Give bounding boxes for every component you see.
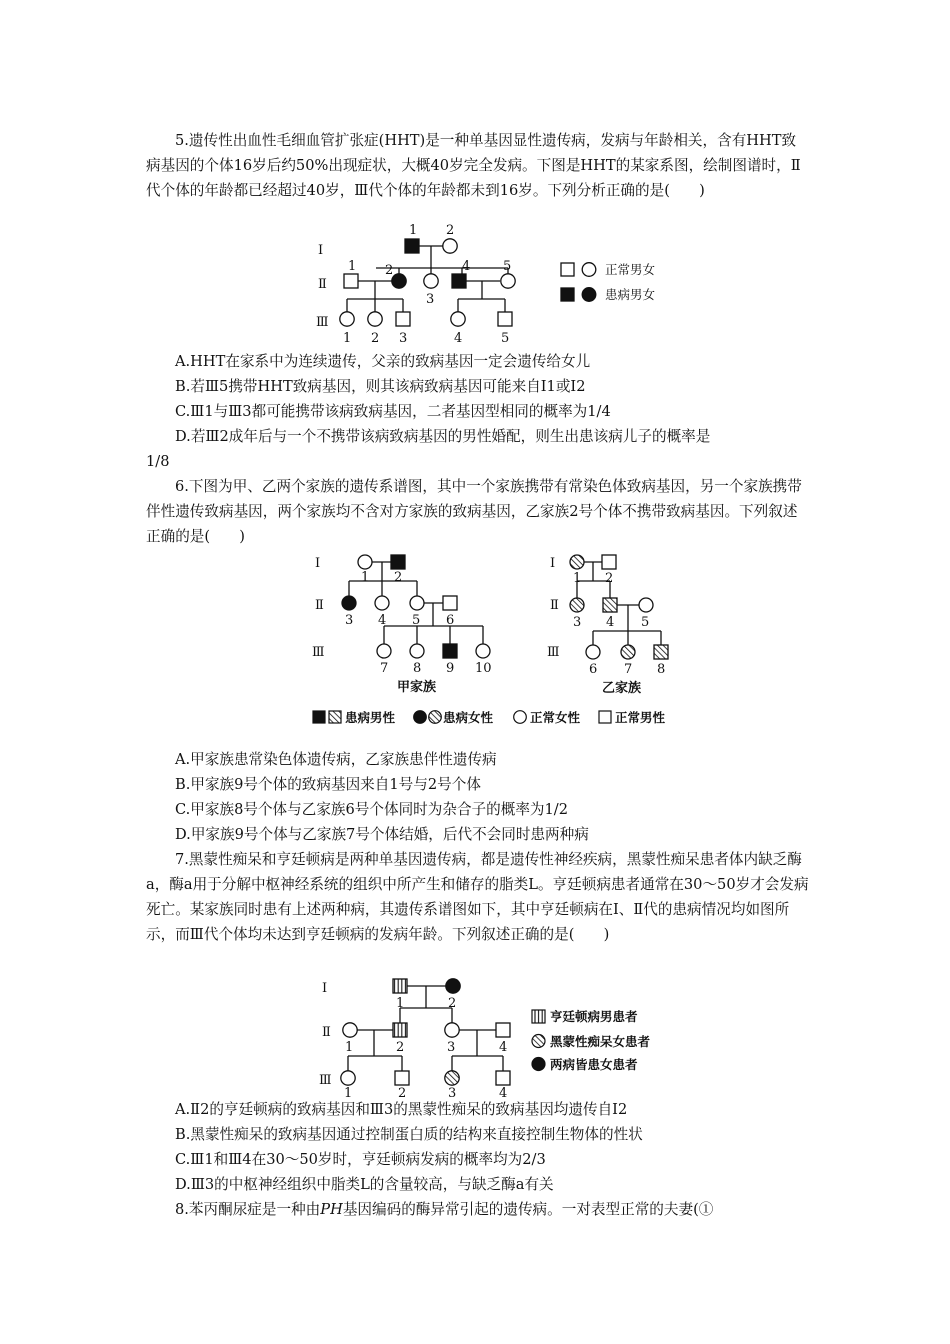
q5-ii1-normal-male (344, 274, 358, 288)
q7-ii1-normal-female (343, 1023, 357, 1037)
yi-id-label: 4 (606, 615, 615, 630)
legend-circle-icon (514, 711, 527, 724)
q6-legend-female: 患病女性 (443, 710, 494, 725)
q5-id-label: 5 (501, 331, 510, 346)
yi-5-normal-female (639, 598, 653, 612)
q6-pedigree (305, 548, 690, 728)
legend-hatched-circle-icon (532, 1035, 545, 1048)
q5-id-label: 1 (348, 259, 357, 274)
q7-option-c: C.Ⅲ1和Ⅲ4在30～50岁时，亨廷顿病发病的概率均为2/3 (175, 1151, 546, 1168)
q7-gen-label: Ⅱ (322, 1025, 331, 1040)
yi-title: 乙家族 (602, 681, 642, 696)
q6-gen-label: Ⅲ (312, 645, 325, 660)
q5-gen-label: Ⅲ (316, 315, 329, 330)
q6-legend-normal-female: 正常女性 (530, 710, 581, 725)
jia-8-normal-female (410, 644, 424, 658)
q7-option-d: D.Ⅲ3的中枢神经组织中脂类L的含量较高，与缺乏酶a有关 (175, 1176, 554, 1193)
q5-id-label: 2 (371, 331, 380, 346)
q7-ii2-huntington-male (393, 1023, 407, 1037)
q5-id-label: 1 (343, 331, 352, 346)
q5-gen-label: Ⅰ (318, 243, 324, 258)
q7-id-label: 1 (396, 996, 405, 1011)
q7-gen-label: Ⅲ (319, 1073, 332, 1088)
q5-iii3-normal-male (396, 312, 410, 326)
yi-id-label: 1 (573, 571, 582, 586)
yi-1-affected-female (570, 555, 584, 569)
q5-id-label: 4 (462, 259, 471, 274)
jia-title: 甲家族 (397, 680, 437, 695)
q5-iii1-normal-female (340, 312, 354, 326)
jia-id-label: 7 (380, 661, 389, 676)
q7-id-label: 4 (499, 1086, 508, 1101)
yi-8-affected-male (654, 645, 668, 659)
legend-hatched-circle-icon (429, 711, 442, 724)
legend-circle-icon (414, 711, 427, 724)
jia-2-affected-male (391, 555, 405, 569)
jia-id-label: 10 (475, 661, 492, 676)
q7-ii3-normal-female (445, 1023, 459, 1037)
legend-hatched-square-icon (329, 711, 341, 723)
jia-5-normal-female (410, 596, 424, 610)
q7-i1-huntington-male (393, 979, 407, 993)
q7-option-a: A.Ⅱ2的亨廷顿病的致病基因和Ⅲ3的黑蒙性痴呆的致病基因均遗传自Ⅰ2 (175, 1101, 628, 1118)
q5-option-d-cont: 1/8 (146, 453, 170, 470)
q7-gen-label: Ⅰ (322, 981, 328, 996)
q8-stem-post: 基因编码的酶异常引起的遗传病。一对表型正常的夫妻(① (342, 1201, 714, 1218)
jia-id-label: 1 (361, 570, 370, 585)
legend-circle-icon (582, 263, 596, 277)
q7-id-label: 1 (344, 1086, 353, 1101)
q5-legend-normal: 正常男女 (605, 262, 656, 277)
q5-gen-label: Ⅱ (318, 277, 327, 292)
yi-id-label: 3 (573, 615, 582, 630)
q7-stem: 7.黑蒙性痴呆和亨廷顿病是两种单基因遗传病，都是遗传性神经疾病，黑蒙性痴呆患者体内缺乏酶a，酶a用于分解中枢神经系统的组织中所产生和储存的脂类L。亨廷顿病患者通常在30～50岁才会发病死亡。某家族同时患有上述两种病，其遗传系谱图如下，其中亨廷顿病在Ⅰ、Ⅱ代的患病情况均如图所示，而Ⅲ代个体均未达到亨廷顿病的发病年龄。下列叙述正确的是( ) (146, 851, 809, 943)
q6-option-b: B.甲家族9号个体的致病基因来自1号与2号个体 (175, 776, 481, 793)
legend-square-icon (313, 711, 325, 723)
jia-6-normal-male (443, 596, 457, 610)
yi-id-label: 7 (624, 662, 633, 677)
yi-id-label: 6 (589, 662, 598, 677)
legend-circle-icon (582, 288, 596, 302)
q6-gen-label: Ⅰ (315, 556, 321, 571)
q7-id-label: 2 (398, 1086, 407, 1101)
legend-square-icon (561, 288, 574, 301)
q5-id-label: 4 (454, 331, 463, 346)
q6-option-c: C.甲家族8号个体与乙家族6号个体同时为杂合子的概率为1/2 (175, 801, 568, 818)
yi-id-label: 5 (641, 615, 650, 630)
q5-ii4-affected-male (452, 274, 466, 288)
q6-gen-label: Ⅲ (547, 645, 560, 660)
q7-id-label: 4 (499, 1040, 508, 1055)
q5-pedigree (310, 220, 680, 348)
q7-id-label: 1 (345, 1040, 354, 1055)
yi-2-normal-male (602, 555, 616, 569)
q7-iii4-normal-male (496, 1071, 510, 1085)
q8-stem (175, 1197, 713, 1222)
q5-option-b: B.若Ⅲ5携带HHT致病基因，则其该病致病基因可能来自Ⅰ1或Ⅰ2 (175, 378, 586, 395)
q5-iii2-normal-female (368, 312, 382, 326)
jia-7-normal-female (377, 644, 391, 658)
q6-stem: 6.下图为甲、乙两个家族的遗传系谱图，其中一个家族携带有常染色体致病基因，另一个家族携带伴性遗传致病基因，两个家族均不含对方家族的致病基因，乙家族2号个体不携带致病基因。下列叙述正确的是( ) (146, 478, 802, 545)
jia-4-normal-female (375, 596, 389, 610)
yi-id-label: 2 (605, 571, 614, 586)
q5-id-label: 5 (503, 259, 512, 274)
q7-iii2-normal-male (395, 1071, 409, 1085)
jia-id-label: 2 (394, 570, 403, 585)
q5-option-c: C.Ⅲ1与Ⅲ3都可能携带该病致病基因，二者基因型相同的概率为1/4 (175, 403, 611, 420)
jia-10-normal-female (476, 644, 490, 658)
q7-i2-both-diseases-female (446, 979, 460, 993)
q6-option-a: A.甲家族患常染色体遗传病，乙家族患伴性遗传病 (175, 751, 497, 768)
jia-id-label: 9 (446, 661, 455, 676)
q7-iii1-normal-female (341, 1071, 355, 1085)
jia-id-label: 6 (446, 613, 455, 628)
q5-id-label: 2 (446, 223, 455, 238)
q5-id-label: 2 (385, 263, 394, 278)
q5-legend-affected: 患病男女 (605, 287, 656, 302)
legend-square-icon (599, 711, 611, 723)
q7-legend-tsd: 黑蒙性痴呆女患者 (550, 1034, 651, 1049)
q7-id-label: 3 (447, 1040, 456, 1055)
q5-ii3-normal-female (424, 274, 438, 288)
q5-id-label: 3 (426, 292, 435, 307)
yi-3-affected-female (570, 598, 584, 612)
jia-9-affected-male (443, 644, 457, 658)
yi-4-affected-male (603, 598, 617, 612)
legend-vertical-lines-square-icon (532, 1010, 545, 1023)
q5-i1-affected-male (405, 239, 419, 253)
q7-id-label: 3 (448, 1086, 457, 1101)
legend-square-icon (561, 263, 574, 276)
q7-id-label: 2 (396, 1040, 405, 1055)
q8-stem-pre: 8.苯丙酮尿症是一种由 (175, 1201, 321, 1218)
q5-iii5-normal-male (498, 312, 512, 326)
q5-id-label: 1 (409, 223, 418, 238)
q7-pedigree (310, 975, 680, 1101)
jia-1-normal-female (358, 555, 372, 569)
jia-id-label: 3 (345, 613, 354, 628)
jia-3-affected-female (342, 596, 356, 610)
q5-option-d: D.若Ⅲ2成年后与一个不携带该病致病基因的男性婚配，则生出患该病儿子的概率是 (175, 428, 711, 445)
q6-gen-label: Ⅱ (550, 598, 559, 613)
q7-legend-huntington: 亨廷顿病男患者 (550, 1009, 638, 1024)
q6-legend-male: 患病男性 (345, 710, 396, 725)
q5-ii5-normal-female (501, 274, 515, 288)
q5-stem: 5.遗传性出血性毛细血管扩张症(HHT)是一种单基因显性遗传病，发病与年龄相关，含有HHT致病基因的个体16岁后约50%出现症状，大概40岁完全发病。下图是HHT的某家系图，绘制图谱时，Ⅱ代个体的年龄都已经超过40岁，Ⅲ代个体的年龄都未到16岁。下列分析正确的是( ) (146, 132, 801, 199)
jia-id-label: 5 (412, 613, 421, 628)
q5-ii2-affected-female (392, 274, 406, 288)
q6-gen-label: Ⅱ (315, 598, 324, 613)
q6-option-d: D.甲家族9号个体与乙家族7号个体结婚，后代不会同时患两种病 (175, 826, 589, 843)
q6-gen-label: Ⅰ (550, 556, 556, 571)
q7-ii4-normal-male (496, 1023, 510, 1037)
legend-circle-icon (532, 1058, 545, 1071)
yi-id-label: 8 (657, 662, 666, 677)
q6-legend-normal-male: 正常男性 (615, 710, 666, 725)
jia-id-label: 4 (378, 613, 387, 628)
q7-option-b: B.黑蒙性痴呆的致病基因通过控制蛋白质的结构来直接控制生物体的性状 (175, 1126, 643, 1143)
q5-option-a: A.HHT在家系中为连续遗传，父亲的致病基因一定会遗传给女儿 (175, 353, 591, 370)
yi-6-normal-female (586, 645, 600, 659)
q5-id-label: 3 (399, 331, 408, 346)
yi-7-affected-female (621, 645, 635, 659)
q7-iii3-tsd-female (445, 1071, 459, 1085)
q7-id-label: 2 (448, 996, 457, 1011)
q7-legend-both: 两病皆患女患者 (550, 1057, 638, 1072)
q8-gene: PH (320, 1201, 343, 1218)
q5-i2-normal-female (443, 239, 457, 253)
jia-id-label: 8 (413, 661, 422, 676)
q5-iii4-normal-female (451, 312, 465, 326)
